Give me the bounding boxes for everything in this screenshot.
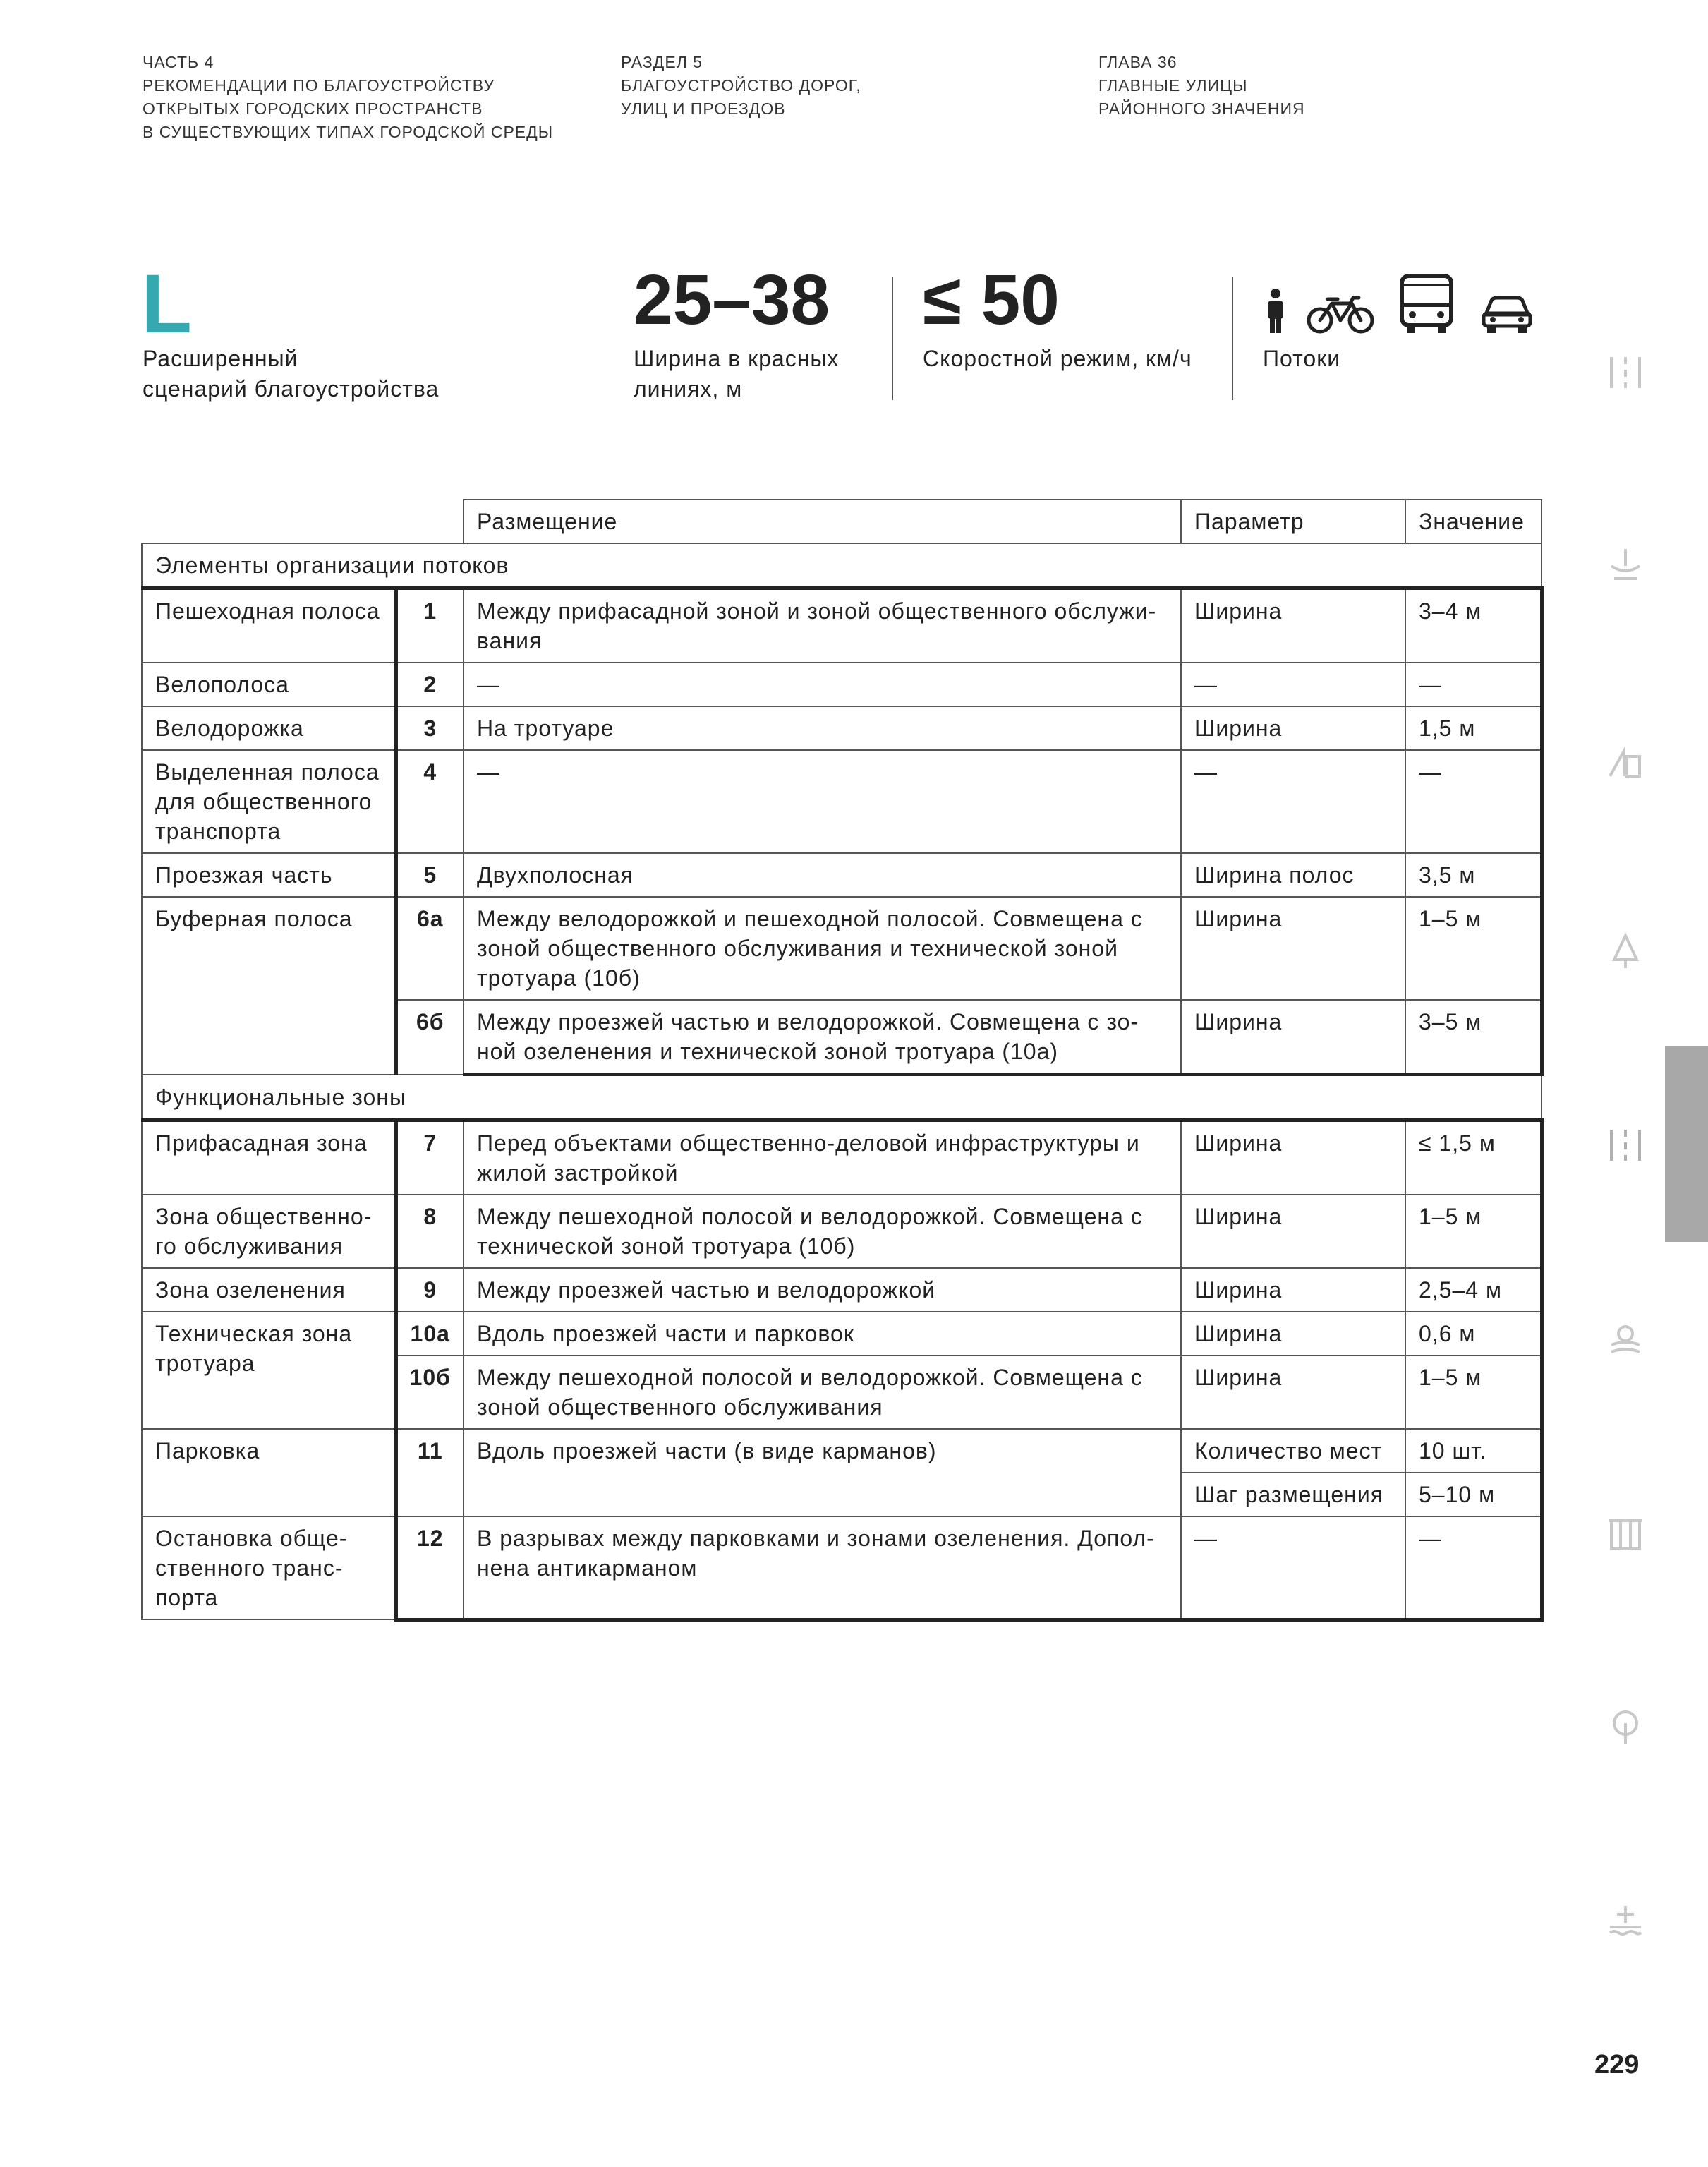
cell-parameter: Ширина <box>1181 588 1405 663</box>
cell-num: 10а <box>396 1312 464 1356</box>
cell-num: 11 <box>396 1429 464 1516</box>
flows-caption: Потоки <box>1263 346 1341 371</box>
cell-parameter: Шаг размещения <box>1181 1473 1405 1516</box>
width-value: 25–38 <box>634 260 830 339</box>
divider <box>892 277 893 400</box>
group-label: Функциональные зоны <box>142 1075 1542 1121</box>
cell-num: 4 <box>396 750 464 853</box>
cell-value: — <box>1405 663 1542 706</box>
cell-parameter: Ширина <box>1181 1000 1405 1075</box>
cell-value: 2,5–4 м <box>1405 1268 1542 1312</box>
cell-value: 1–5 м <box>1405 1356 1542 1429</box>
cell-element: Прифасадная зона <box>142 1121 396 1195</box>
cell-value: 1–5 м <box>1405 1195 1542 1268</box>
table-row <box>142 897 1542 1000</box>
header-part <box>143 51 553 144</box>
cell-placement: Между пешеходной полосой и велодорожкой. Совмещена с зоной общественного обслуживания <box>464 1356 1181 1429</box>
group-row <box>142 543 1542 588</box>
building-icon <box>1606 1514 1645 1553</box>
cell-element: Выделенная полоса для общественного транспорта <box>142 750 396 853</box>
header-section <box>621 51 861 121</box>
width-caption <box>634 344 839 404</box>
cell-value: 3–4 м <box>1405 588 1542 663</box>
scenario-caption <box>143 344 439 404</box>
header-line: ГЛАВА 36 <box>1098 53 1177 71</box>
cell-parameter: Ширина <box>1181 706 1405 750</box>
cell-placement: Вдоль проезжей части и парковок <box>464 1312 1181 1356</box>
cell-parameter: Ширина полос <box>1181 853 1405 897</box>
cell-value: — <box>1405 1516 1542 1619</box>
header-line: ЧАСТЬ 4 <box>143 53 214 71</box>
header-line: РАЗДЕЛ 5 <box>621 53 703 71</box>
cell-parameter: — <box>1181 750 1405 853</box>
cell-num: 10б <box>396 1356 464 1429</box>
square-icon <box>1606 1320 1645 1359</box>
parameters-table <box>141 499 1544 1622</box>
car-icon <box>1482 295 1532 334</box>
cell-value: 3–5 м <box>1405 1000 1542 1075</box>
cell-parameter: Ширина <box>1181 1356 1405 1429</box>
cell-value: 10 шт. <box>1405 1429 1542 1473</box>
caption-line: линиях, м <box>634 376 743 402</box>
table-row <box>142 1195 1542 1268</box>
header-blank <box>142 500 464 543</box>
table-row <box>142 853 1542 897</box>
cell-value: 1–5 м <box>1405 897 1542 1000</box>
cell-placement: Между пешеходной полосой и велодорожкой. Совмещена с технической зоной тротуара (10б) <box>464 1195 1181 1268</box>
section-tab <box>1665 1046 1708 1242</box>
group-label: Элементы организации потоков <box>142 543 1542 588</box>
cell-element: Парковка <box>142 1429 396 1516</box>
cell-element: Велополоса <box>142 663 396 706</box>
cell-value: ≤ 1,5 м <box>1405 1121 1542 1195</box>
cell-placement: В разрывах между парковками и зонами озеленения. Допол-нена антикарманом <box>464 1516 1181 1619</box>
cell-num: 1 <box>396 588 464 663</box>
street-section-active-icon <box>1606 1125 1645 1165</box>
table-row <box>142 1268 1542 1312</box>
table-row <box>142 588 1542 663</box>
table-header-row <box>142 500 1542 543</box>
cell-element: Остановка обще-ственного транс-порта <box>142 1516 396 1619</box>
header-line: В СУЩЕСТВУЮЩИХ ТИПАХ ГОРОДСКОЙ СРЕДЫ <box>143 123 554 141</box>
header-line: РАЙОННОГО ЗНАЧЕНИЯ <box>1098 99 1305 118</box>
cell-value: 3,5 м <box>1405 853 1542 897</box>
table-row <box>142 1429 1542 1473</box>
page-number: 229 <box>1594 2050 1640 2080</box>
cell-placement: — <box>464 663 1181 706</box>
tree-icon <box>1606 1708 1645 1747</box>
table-row <box>142 706 1542 750</box>
street-section-icon <box>1606 353 1645 392</box>
cell-value: — <box>1405 750 1542 853</box>
cell-num: 5 <box>396 853 464 897</box>
cell-element: Велодорожка <box>142 706 396 750</box>
header-line: РЕКОМЕНДАЦИИ ПО БЛАГОУСТРОЙСТВУ <box>143 76 495 95</box>
divider <box>1232 277 1233 400</box>
group-row <box>142 1075 1542 1121</box>
table-row <box>142 663 1542 706</box>
cell-element: Зона озеленения <box>142 1268 396 1312</box>
header-value: Значение <box>1405 500 1542 543</box>
cell-num: 9 <box>396 1268 464 1312</box>
cell-parameter: Ширина <box>1181 1268 1405 1312</box>
header-line: ОТКРЫТЫХ ГОРОДСКИХ ПРОСТРАНСТВ <box>143 99 483 118</box>
speed-caption: Скоростной режим, км/ч <box>923 346 1192 371</box>
caption-line: Расширенный <box>143 346 298 371</box>
cell-parameter: Ширина <box>1181 1312 1405 1356</box>
table-row <box>142 1121 1542 1195</box>
cell-parameter: — <box>1181 663 1405 706</box>
cell-value: 1,5 м <box>1405 706 1542 750</box>
cell-parameter: Ширина <box>1181 1195 1405 1268</box>
cell-element: Техническая зона тротуара <box>142 1312 396 1429</box>
cell-value: 0,6 м <box>1405 1312 1542 1356</box>
cell-element: Проезжая часть <box>142 853 396 897</box>
cell-parameter: Ширина <box>1181 897 1405 1000</box>
cell-num: 7 <box>396 1121 464 1195</box>
caption-line: сценарий благоустройства <box>143 376 440 402</box>
cell-element: Буферная полоса <box>142 897 396 1075</box>
cell-parameter: — <box>1181 1516 1405 1619</box>
caption-line: Ширина в красных <box>634 346 840 371</box>
cell-placement: Между прифасадной зоной и зоной общественного обслужи-вания <box>464 588 1181 663</box>
cell-num: 8 <box>396 1195 464 1268</box>
courtyard-icon <box>1606 741 1645 780</box>
speed-value: ≤ 50 <box>923 260 1060 339</box>
cell-element: Зона общественно-го обслуживания <box>142 1195 396 1268</box>
bicycle-icon <box>1307 295 1374 334</box>
cell-placement: На тротуаре <box>464 706 1181 750</box>
cell-placement: — <box>464 750 1181 853</box>
table-row <box>142 1312 1542 1356</box>
header-chapter <box>1098 51 1305 121</box>
pedestrian-icon <box>1261 288 1290 334</box>
waterfront-icon <box>1606 1902 1645 1941</box>
cell-num: 6б <box>396 1000 464 1075</box>
header-placement: Размещение <box>464 500 1181 543</box>
header-line: ГЛАВНЫЕ УЛИЦЫ <box>1098 76 1248 95</box>
cell-parameter: Ширина <box>1181 1121 1405 1195</box>
header-line: УЛИЦ И ПРОЕЗДОВ <box>621 99 786 118</box>
cell-element: Пешеходная полоса <box>142 588 396 663</box>
cell-value: 5–10 м <box>1405 1473 1542 1516</box>
cell-num: 3 <box>396 706 464 750</box>
scenario-letter: L <box>141 258 193 351</box>
cell-placement: Двухполосная <box>464 853 1181 897</box>
cell-num: 2 <box>396 663 464 706</box>
header-line: БЛАГОУСТРОЙСТВО ДОРОГ, <box>621 76 861 95</box>
header-parameter: Параметр <box>1181 500 1405 543</box>
cell-placement: Между проезжей частью и велодорожкой <box>464 1268 1181 1312</box>
park-icon <box>1606 931 1645 971</box>
table-row <box>142 750 1542 853</box>
bus-icon <box>1398 272 1455 334</box>
embankment-icon <box>1606 545 1645 584</box>
cell-placement: Вдоль проезжей части (в виде карманов) <box>464 1429 1181 1516</box>
cell-placement: Перед объектами общественно-деловой инфраструктуры и жилой застройкой <box>464 1121 1181 1195</box>
cell-parameter: Количество мест <box>1181 1429 1405 1473</box>
cell-placement: Между велодорожкой и пешеходной полосой. Совмещена с зоной общественного обслуживания и технической зоной тротуара (10б) <box>464 897 1181 1000</box>
cell-num: 12 <box>396 1516 464 1619</box>
table-row <box>142 1516 1542 1619</box>
cell-num: 6а <box>396 897 464 1000</box>
cell-placement: Между проезжей частью и велодорожкой. Совмещена с зо-ной озеленения и технической зоной тротуара (10а) <box>464 1000 1181 1075</box>
